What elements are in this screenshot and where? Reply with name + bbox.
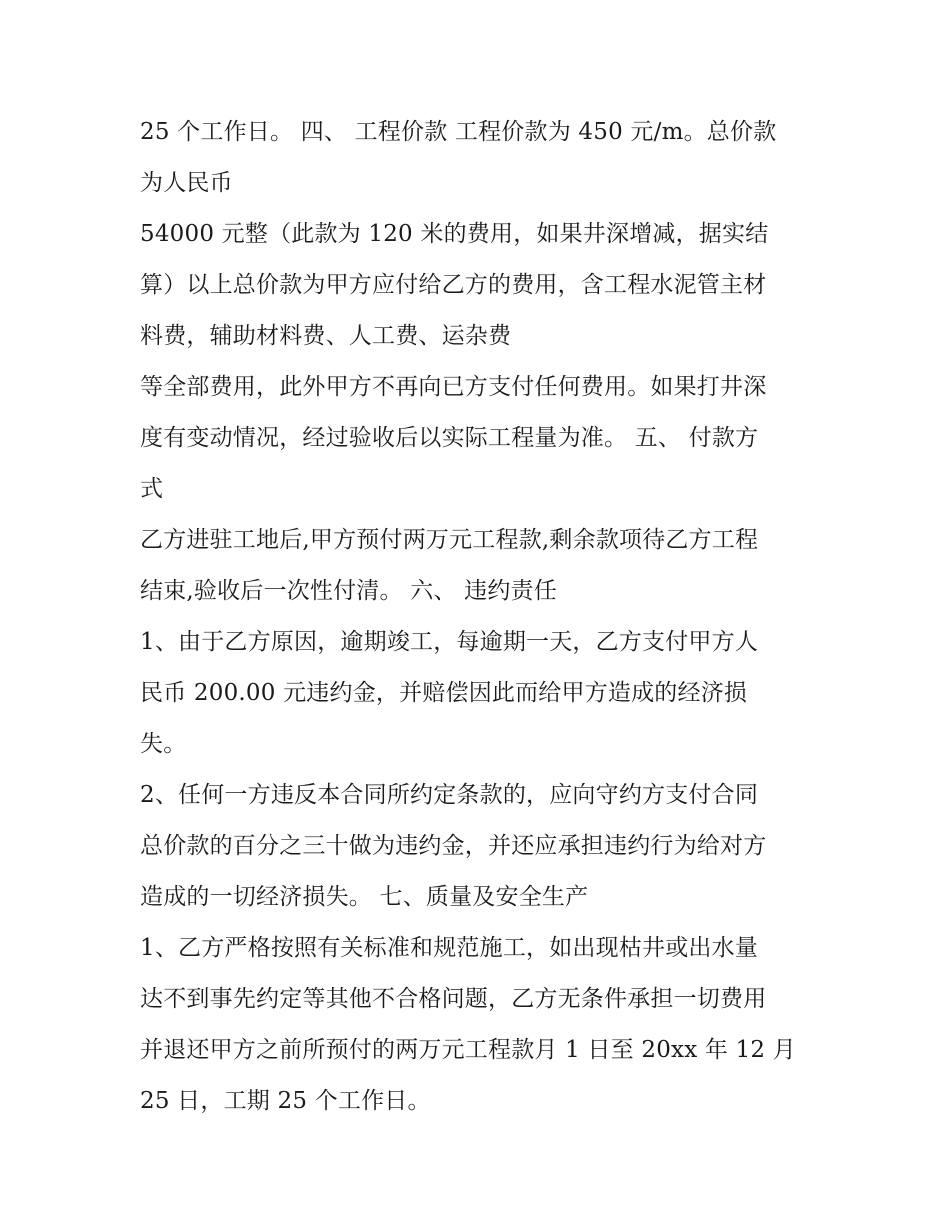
text-line: 乙方进驻工地后,甲方预付两万元工程款,剩余款项待乙方工程 — [140, 527, 759, 553]
text-line: 达不到事先约定等其他不合格问题，乙方无条件承担一切费用 — [140, 986, 767, 1012]
contract-text — [140, 107, 820, 1127]
text-line: 1、由于乙方原因，逾期竣工，每逾期一天，乙方支付甲方人 — [140, 629, 759, 655]
text-line: 民币 200.00 元违约金，并赔偿因此而给甲方造成的经济损 — [140, 680, 748, 706]
text-line: 25 日，工期 25 个工作日。 — [140, 1088, 431, 1114]
text-line: 失。 — [140, 731, 187, 757]
text-line: 结束,验收后一次性付清。 六、 违约责任 — [140, 578, 557, 604]
text-line: 度有变动情况，经过验收后以实际工程量为准。 五、 付款方 — [140, 425, 759, 451]
text-line: 算）以上总价款为甲方应付给乙方的费用，含工程水泥管主材 — [140, 272, 767, 298]
text-line: 54000 元整（此款为 120 米的费用，如果井深增减，据实结 — [140, 221, 769, 247]
text-line: 为人民币 — [140, 170, 233, 196]
text-line: 式 — [140, 476, 164, 502]
text-line: 总价款的百分之三十做为违约金，并还应承担违约行为给对方 — [140, 833, 767, 859]
text-line: 25 个工作日。 四、 工程价款 工程价款为 450 元/m。总价款 — [140, 119, 777, 145]
text-line: 1、乙方严格按照有关标准和规范施工，如出现枯井或出水量 — [140, 935, 759, 961]
text-line: 料费，辅助材料费、人工费、运杂费 — [140, 323, 512, 349]
text-line: 2、任何一方违反本合同所约定条款的，应向守约方支付合同 — [140, 782, 759, 808]
text-line: 并退还甲方之前所预付的两万元工程款月 1 日至 20xx 年 12 月 — [140, 1037, 796, 1063]
text-line: 造成的一切经济损失。 七、质量及安全生产 — [140, 884, 589, 910]
text-line: 等全部费用，此外甲方不再向已方支付任何费用。如果打井深 — [140, 374, 767, 400]
